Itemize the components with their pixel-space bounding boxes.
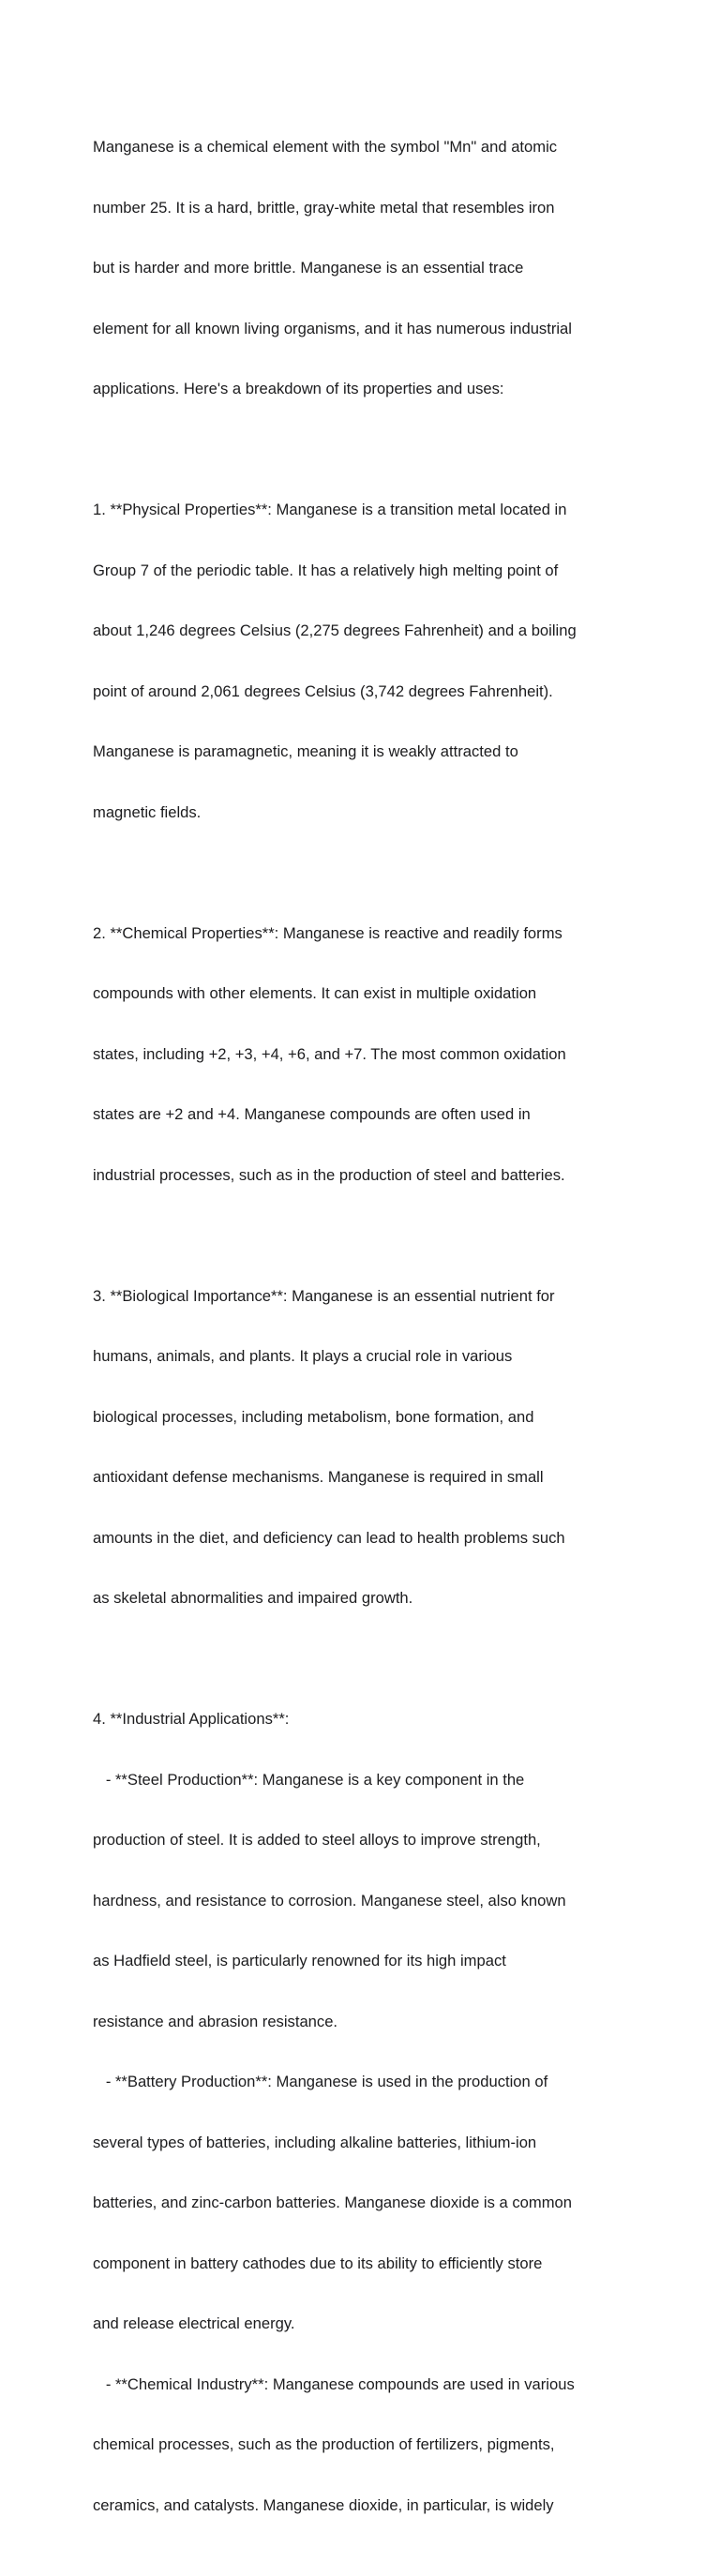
text-line: states are +2 and +4. Manganese compounds are often used in: [93, 1105, 531, 1123]
text-line: amounts in the diet, and deficiency can lead to health problems such: [93, 1528, 565, 1547]
text-line: ceramics, and catalysts. Manganese dioxide, in particular, is widely: [93, 2495, 554, 2514]
text-line: Group 7 of the periodic table. It has a relatively high melting point of: [93, 561, 559, 579]
text-line: - **Chemical Industry**: Manganese compounds are used in various: [93, 2374, 575, 2393]
text-line: 4. **Industrial Applications**:: [93, 1710, 290, 1728]
text-line: batteries, and zinc-carbon batteries. Manganese dioxide is a common: [93, 2194, 572, 2211]
paragraph-industrial-applications: [93, 1669, 646, 2555]
text-line: - **Battery Production**: Manganese is used in the production of: [93, 2073, 548, 2090]
text-line: as Hadfield steel, is particularly renowned for its high impact: [93, 1952, 506, 1969]
paragraph-intro: [93, 97, 646, 440]
paragraph-chemical-properties: [93, 883, 646, 1226]
paragraph-biological-importance: [93, 1246, 646, 1649]
paragraph-physical-properties: [93, 459, 646, 862]
text-line: but is harder and more brittle. Manganese is an essential trace: [93, 259, 524, 277]
text-line: about 1,246 degrees Celsius (2,275 degrees Fahrenheit) and a boiling: [93, 622, 577, 639]
text-line: several types of batteries, including alkaline batteries, lithium-ion: [93, 2133, 537, 2151]
text-line: resistance and abrasion resistance.: [93, 2012, 338, 2030]
text-line: magnetic fields.: [93, 802, 202, 821]
text-line: chemical processes, such as the production of fertilizers, pigments,: [93, 2435, 555, 2453]
text-line: as skeletal abnormalities and impaired growth.: [93, 1589, 413, 1607]
text-line: antioxidant defense mechanisms. Manganese is required in small: [93, 1468, 544, 1486]
text-line: industrial processes, such as in the production of steel and batteries.: [93, 1165, 565, 1184]
text-line: compounds with other elements. It can exist in multiple oxidation: [93, 984, 537, 1002]
text-line: component in battery cathodes due to its ability to efficiently store: [93, 2254, 543, 2272]
text-line: hardness, and resistance to corrosion. Manganese steel, also known: [93, 1891, 566, 1910]
text-line: 2. **Chemical Properties**: Manganese is reactive and readily forms: [93, 923, 562, 942]
text-line: applications. Here's a breakdown of its properties and uses:: [93, 380, 504, 397]
text-line: point of around 2,061 degrees Celsius (3,742 degrees Fahrenheit).: [93, 681, 553, 700]
text-line: 1. **Physical Properties**: Manganese is a transition metal located in: [93, 501, 567, 518]
text-line: and release electrical energy.: [93, 2314, 295, 2332]
text-line: element for all known living organisms, and it has numerous industrial: [93, 319, 572, 337]
text-line: states, including +2, +3, +4, +6, and +7. The most common oxidation: [93, 1044, 566, 1063]
text-line: Manganese is paramagnetic, meaning it is weakly attracted to: [93, 742, 518, 760]
text-line: 3. **Biological Importance**: Manganese is an essential nutrient for: [93, 1286, 555, 1305]
text-line: humans, animals, and plants. It plays a crucial role in various: [93, 1347, 513, 1365]
text-line: Manganese is a chemical element with the symbol "Mn" and atomic: [93, 138, 558, 156]
text-line: number 25. It is a hard, brittle, gray-white metal that resembles iron: [93, 198, 555, 217]
document-body: [93, 97, 646, 2576]
text-line: - **Steel Production**: Manganese is a key component in the: [93, 1770, 525, 1789]
text-line: biological processes, including metabolism, bone formation, and: [93, 1407, 534, 1426]
text-line: production of steel. It is added to steel alloys to improve strength,: [93, 1831, 541, 1849]
